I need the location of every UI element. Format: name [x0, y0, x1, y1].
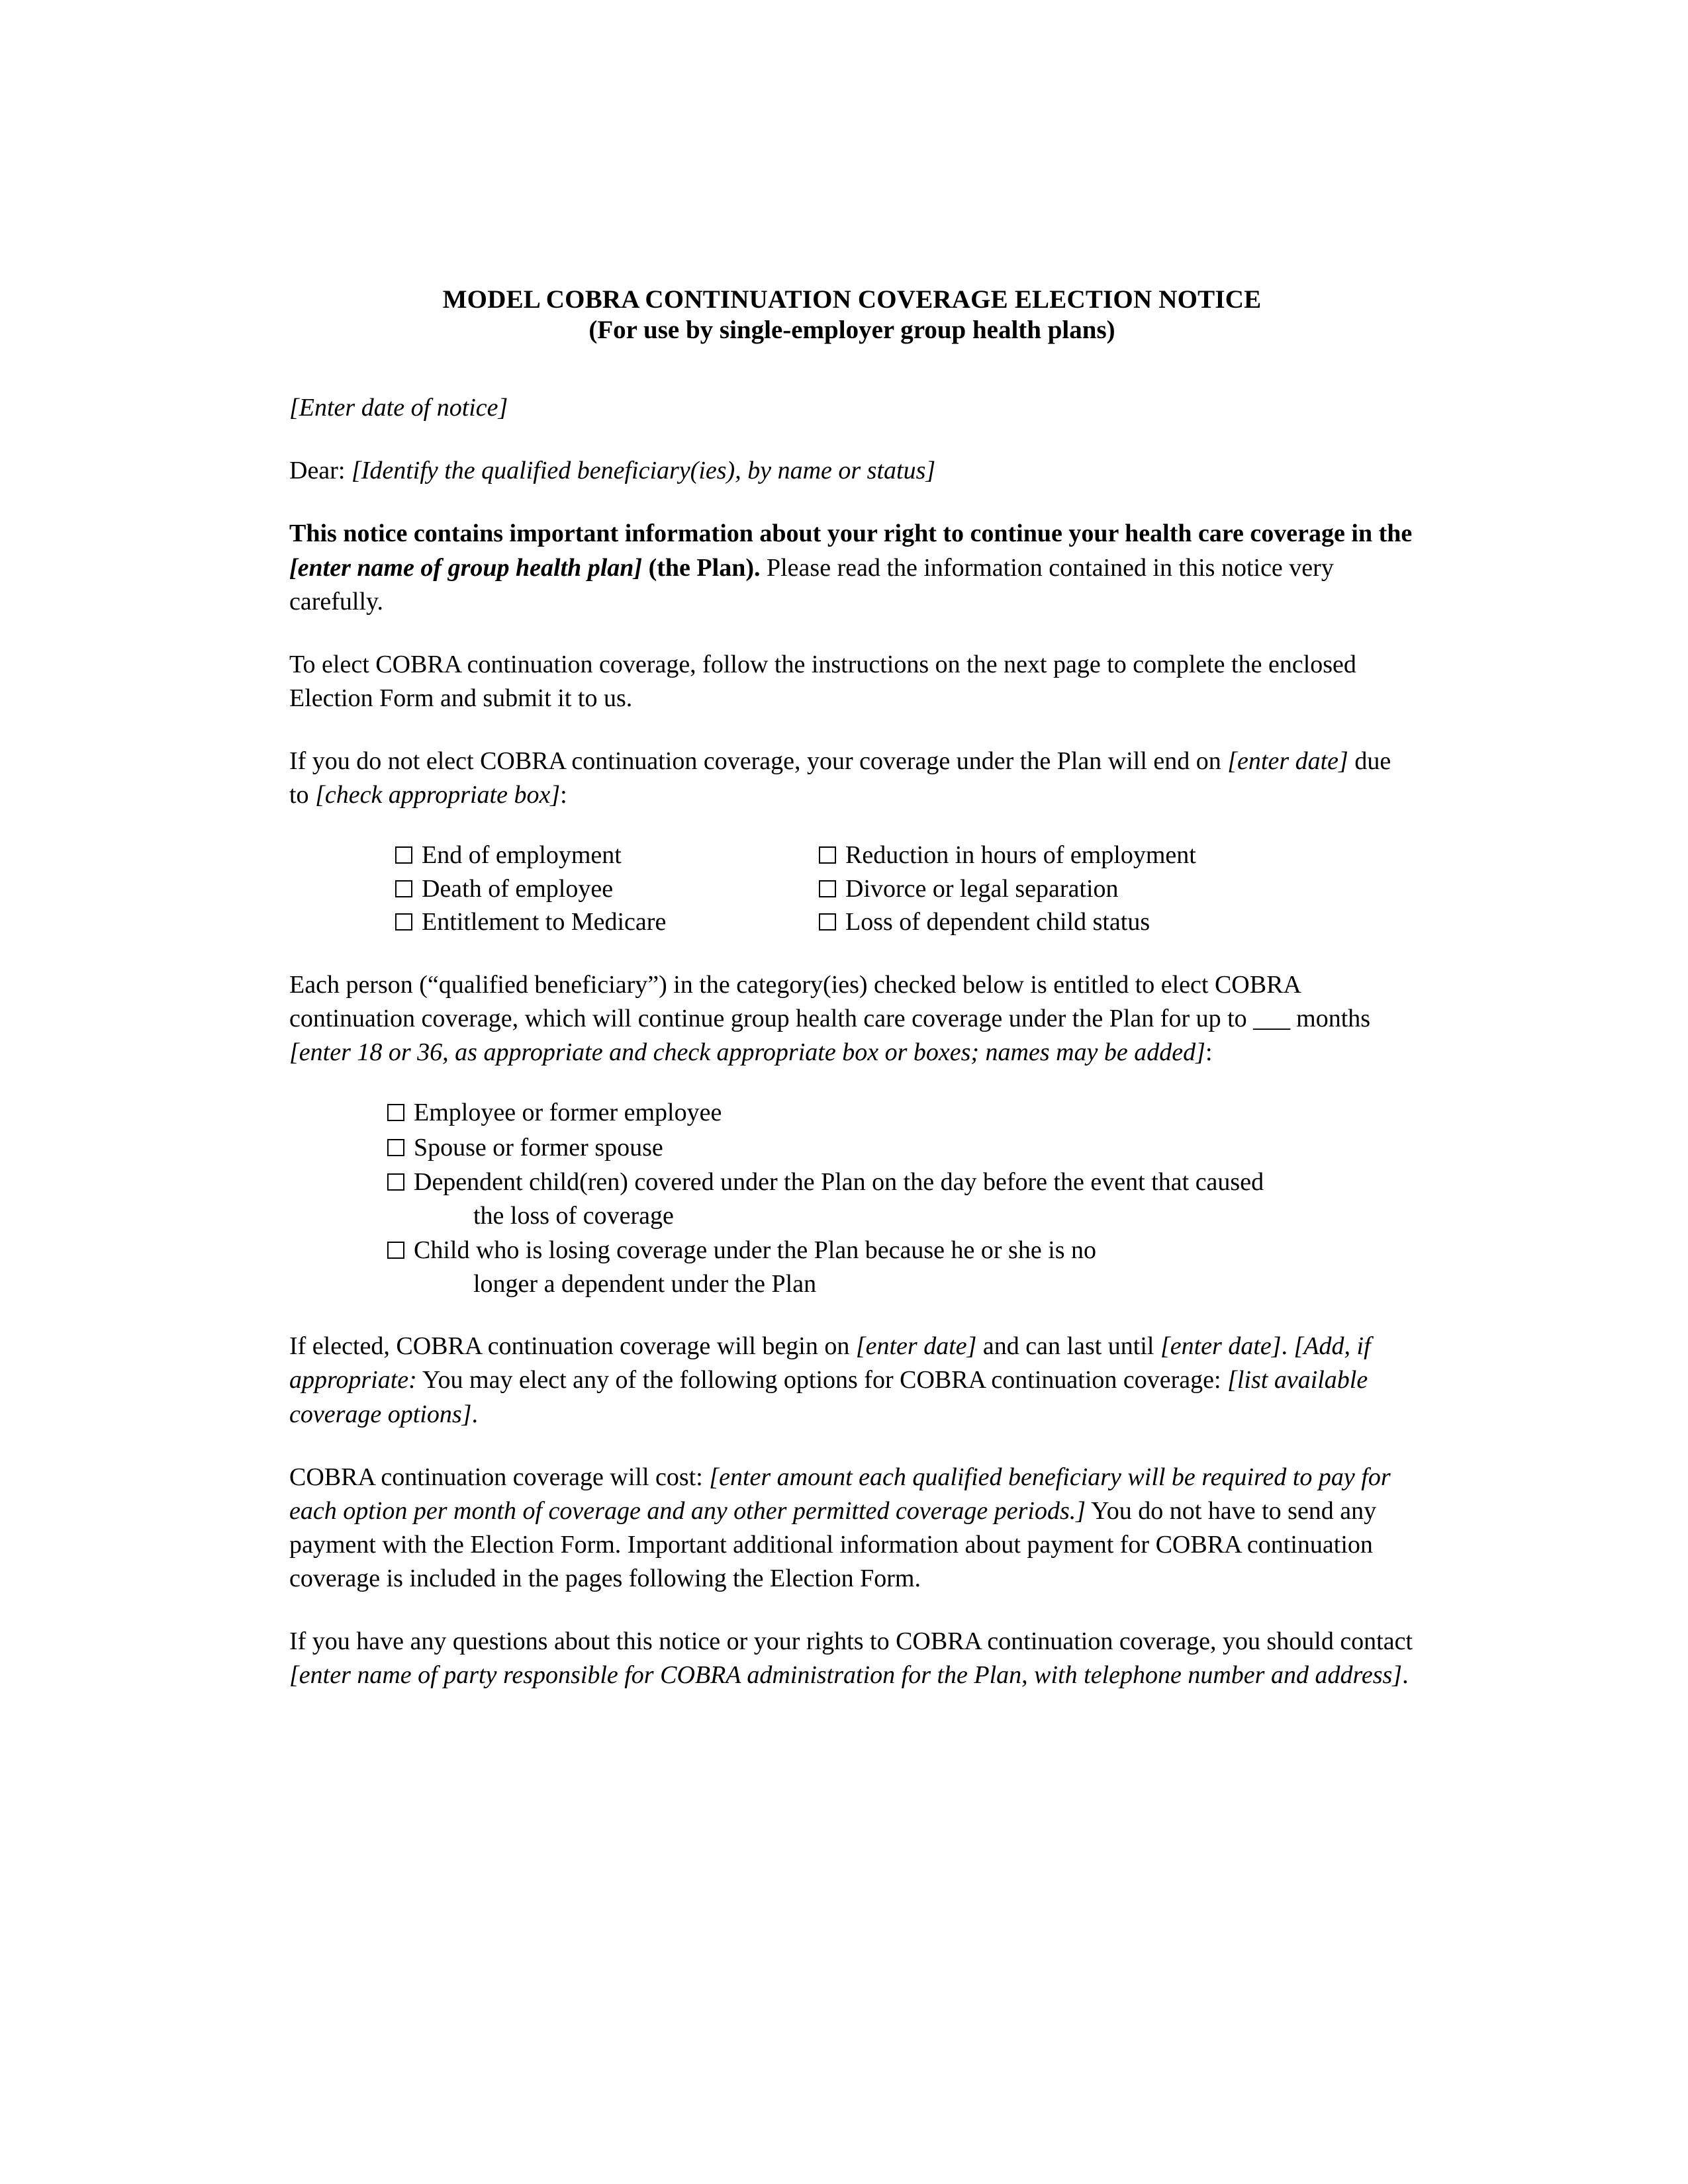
- salutation-prefix: Dear:: [289, 457, 352, 485]
- no-elect-part-1: If you do not elect COBRA continuation coverage, your coverage under the Plan will end on: [289, 747, 1228, 776]
- checkbox-empty-icon[interactable]: [387, 1104, 404, 1121]
- qualifying-events-row: [395, 839, 1415, 872]
- qualifying-events-checkbox-group: [289, 839, 1415, 939]
- document-body: [289, 285, 1415, 1721]
- questions-part-2: .: [1402, 1661, 1409, 1690]
- beneficiary-category-option[interactable]: [387, 1096, 1415, 1130]
- beneficiary-category-text: [414, 1131, 663, 1165]
- no-elect-part-2: due to: [289, 747, 1391, 809]
- notice-date-text: [Enter date of notice]: [289, 394, 508, 422]
- checkbox-empty-icon[interactable]: [819, 880, 836, 897]
- intro-bold-plan-suffix: (the Plan).: [642, 553, 761, 582]
- qualifying-event-label: Reduction in hours of employment: [845, 841, 1196, 870]
- each-person-part-2: months: [1289, 1004, 1371, 1032]
- qualifying-event-label: Divorce or legal separation: [845, 874, 1119, 903]
- qualifying-event-option[interactable]: [395, 839, 819, 872]
- intro-roman-tail: Please read the information contained in this notice very carefully.: [289, 553, 1334, 615]
- salutation: [289, 454, 1415, 488]
- beneficiary-categories-checkbox-group: [289, 1096, 1415, 1300]
- qualifying-event-option[interactable]: [819, 839, 1415, 872]
- beneficiary-category-option[interactable]: [387, 1131, 1415, 1165]
- qualifying-event-label: End of employment: [422, 841, 622, 870]
- document-title-block: [289, 285, 1415, 345]
- if-elected-part-5: .: [471, 1400, 478, 1428]
- checkbox-empty-icon[interactable]: [819, 913, 836, 931]
- checkbox-empty-icon[interactable]: [387, 1173, 404, 1191]
- cost-part-2: You do not have to send any payment with the Election Form. Important additional information about payment for COBRA continuation coverage is included in the pages following the Election Form.: [289, 1496, 1377, 1592]
- qualifying-event-option[interactable]: [395, 872, 819, 906]
- beneficiary-category-continuation: the loss of coverage: [473, 1201, 674, 1230]
- checkbox-empty-icon[interactable]: [387, 1242, 404, 1259]
- intro-paragraph: [289, 517, 1415, 618]
- each-person-part-3: :: [1205, 1038, 1213, 1067]
- questions-part-1: If you have any questions about this notice or your rights to COBRA continuation coverage, you should contact: [289, 1627, 1413, 1656]
- each-person-paragraph: [289, 968, 1415, 1069]
- if-elected-part-1: If elected, COBRA continuation coverage will begin on: [289, 1332, 856, 1361]
- salutation-placeholder: [Identify the qualified beneficiary(ies), by name or status]: [351, 457, 936, 485]
- beneficiary-category-label: Child who is losing coverage under the Plan because he or she is no: [414, 1236, 1097, 1265]
- intro-plan-name-placeholder: [enter name of group health plan]: [289, 553, 643, 582]
- no-elect-paragraph: [289, 745, 1415, 812]
- qualifying-events-row: [395, 872, 1415, 906]
- each-person-part-1: Each person (“qualified beneficiary”) in the category(ies) checked below is entitled to elect COBRA continuation coverage, which will continue group health care coverage under the Plan for up to: [289, 970, 1300, 1032]
- if-elected-begin-date-placeholder: [enter date]: [855, 1332, 977, 1361]
- qualifying-events-row: [395, 905, 1415, 939]
- each-person-instruction-placeholder: [enter 18 or 36, as appropriate and check appropriate box or boxes; names may be added]: [289, 1038, 1205, 1067]
- intro-bold-lead: This notice contains important information about your right to continue your health care coverage in the: [289, 520, 1413, 548]
- if-elected-paragraph: [289, 1330, 1415, 1431]
- checkbox-empty-icon[interactable]: [395, 846, 412, 864]
- add-if-appropriate-marker: [Add, if appropriate:: [289, 1332, 1371, 1394]
- if-elected-part-3: .: [1281, 1332, 1288, 1361]
- cost-part-1: COBRA continuation coverage will cost:: [289, 1463, 710, 1491]
- no-elect-checkbox-placeholder: [check appropriate box]: [315, 781, 561, 809]
- qualifying-event-label: Death of employee: [422, 874, 614, 903]
- qualifying-event-label: Loss of dependent child status: [845, 908, 1150, 936]
- beneficiary-category-continuation: longer a dependent under the Plan: [473, 1269, 817, 1298]
- beneficiary-category-label: Spouse or former spouse: [414, 1133, 663, 1161]
- checkbox-empty-icon[interactable]: [395, 880, 412, 897]
- beneficiary-category-option[interactable]: [387, 1165, 1415, 1232]
- months-blank-field[interactable]: ___: [1253, 1004, 1290, 1032]
- elect-instructions-paragraph: To elect COBRA continuation coverage, follow the instructions on the next page to complete the enclosed Election Form and submit it to us.: [289, 650, 1356, 712]
- questions-paragraph: [289, 1625, 1415, 1692]
- beneficiary-category-label: Dependent child(ren) covered under the Plan on the day before the event that caused: [414, 1168, 1264, 1197]
- beneficiary-category-option[interactable]: [387, 1234, 1415, 1300]
- beneficiary-category-label: Employee or former employee: [414, 1099, 722, 1127]
- qualifying-event-option[interactable]: [819, 905, 1415, 939]
- beneficiary-category-text: [414, 1234, 1096, 1300]
- if-elected-end-date-placeholder: [enter date]: [1160, 1332, 1282, 1361]
- notice-date-placeholder: [289, 391, 1415, 425]
- qualifying-event-option[interactable]: [819, 872, 1415, 906]
- page-title: MODEL COBRA CONTINUATION COVERAGE ELECTION NOTICE: [442, 285, 1262, 314]
- beneficiary-category-text: [414, 1096, 722, 1130]
- cost-paragraph: [289, 1461, 1415, 1596]
- page-subtitle: (For use by single-employer group health plans): [588, 315, 1115, 344]
- checkbox-empty-icon[interactable]: [819, 846, 836, 864]
- no-elect-date-placeholder: [enter date]: [1227, 747, 1348, 776]
- coverage-options-placeholder: [list available coverage options]: [289, 1366, 1368, 1428]
- no-elect-part-3: :: [560, 781, 567, 809]
- if-elected-part-4: You may elect any of the following options for COBRA continuation coverage:: [416, 1366, 1228, 1394]
- if-elected-part-2: and can last until: [976, 1332, 1160, 1361]
- qualifying-event-label: Entitlement to Medicare: [422, 908, 667, 936]
- contact-party-placeholder: [enter name of party responsible for COBRA administration for the Plan, with telephone number and address]: [289, 1661, 1403, 1690]
- qualifying-event-option[interactable]: [395, 905, 819, 939]
- checkbox-empty-icon[interactable]: [387, 1139, 404, 1156]
- beneficiary-category-text: [414, 1165, 1264, 1232]
- cost-amount-placeholder: [enter amount each qualified beneficiary will be required to pay for each option per month of coverage and any other permitted coverage periods.]: [289, 1463, 1391, 1525]
- checkbox-empty-icon[interactable]: [395, 913, 412, 931]
